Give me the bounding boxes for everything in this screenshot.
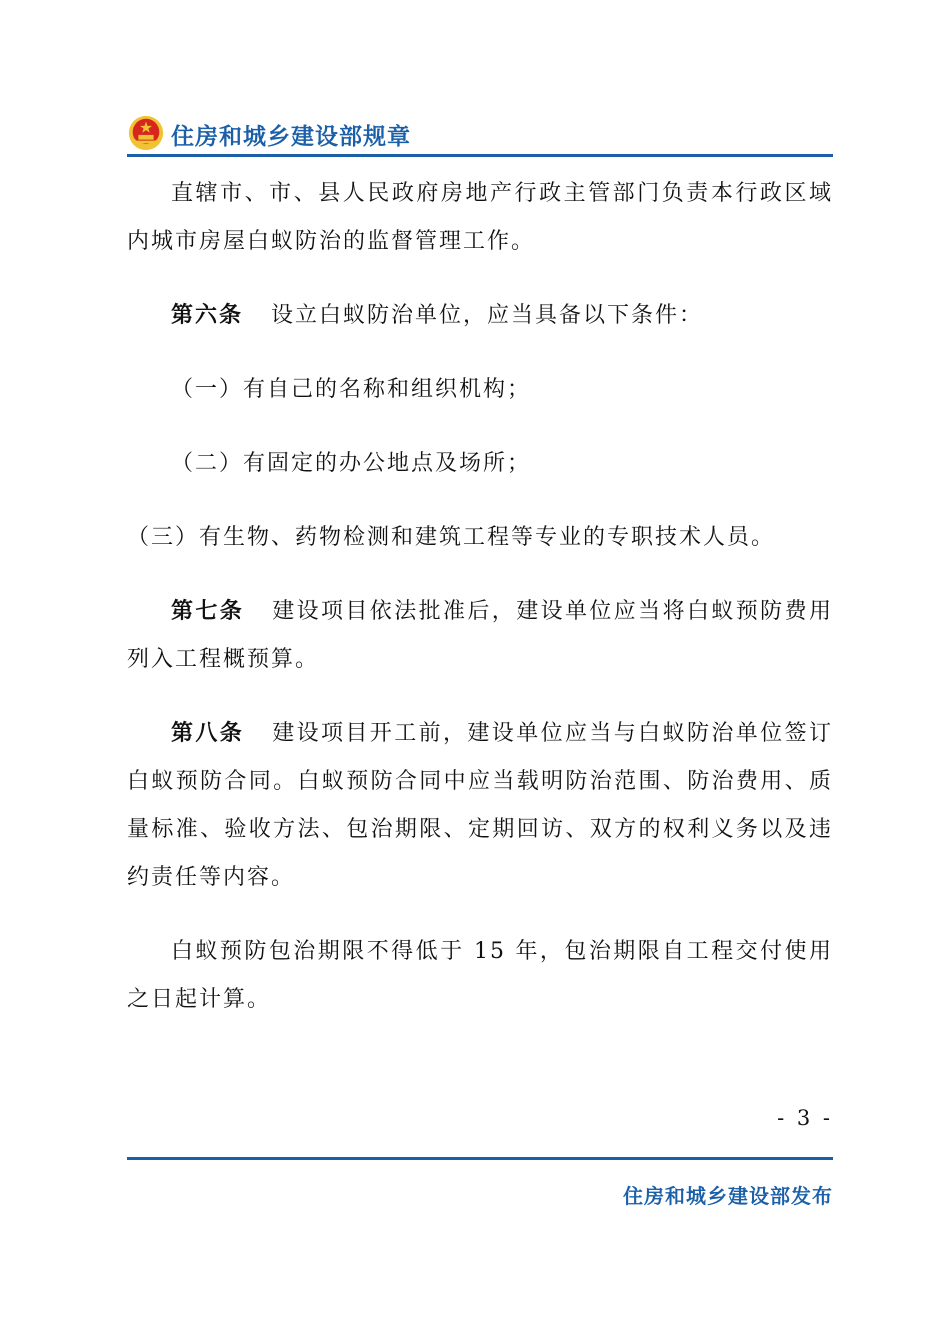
- condition-item-3: （三）有生物、药物检测和建筑工程等专业的专职技术人员。: [127, 525, 776, 550]
- header-divider: [127, 154, 833, 157]
- article-6-text: 设立白蚁防治单位，应当具备以下条件：: [271, 303, 704, 328]
- header-title: 住房和城乡建设部规章: [171, 124, 411, 150]
- paragraph-supervision: 直辖市、市、县人民政府房地产行政主管部门负责本行政区域内城市房屋白蚁防治的监督管理工作。: [127, 181, 833, 254]
- article-7-label: 第七条: [171, 599, 245, 624]
- condition-item-2: （二）有固定的办公地点及场所；: [171, 451, 532, 476]
- footer-divider: [127, 1157, 833, 1160]
- article-7: [127, 588, 833, 684]
- article-6-label: 第六条: [171, 303, 244, 328]
- footer-publisher: 住房和城乡建设部发布: [623, 1184, 833, 1208]
- paragraph-warranty-period: 白蚁预防包治期限不得低于 15 年，包治期限自工程交付使用之日起计算。: [127, 939, 833, 1012]
- national-emblem-icon: [127, 114, 165, 152]
- article-7-text: 建设项目依法批准后，建设单位应当将白蚁预防费用列入工程概预算。: [127, 599, 833, 672]
- article-8-text: 建设项目开工前，建设单位应当与白蚁防治单位签订白蚁预防合同。白蚁预防合同中应当载明防治范围、防治费用、质量标准、验收方法、包治期限、定期回访、双方的权利义务以及违约责任等内容。: [127, 721, 833, 890]
- article-8: [127, 710, 833, 902]
- article-6: [127, 292, 833, 340]
- condition-item-1: （一）有自己的名称和组织机构；: [171, 377, 532, 402]
- page-header: [127, 112, 833, 156]
- document-body: [127, 170, 833, 1024]
- article-8-label: 第八条: [171, 721, 245, 746]
- page-number: - 3 -: [777, 1106, 833, 1130]
